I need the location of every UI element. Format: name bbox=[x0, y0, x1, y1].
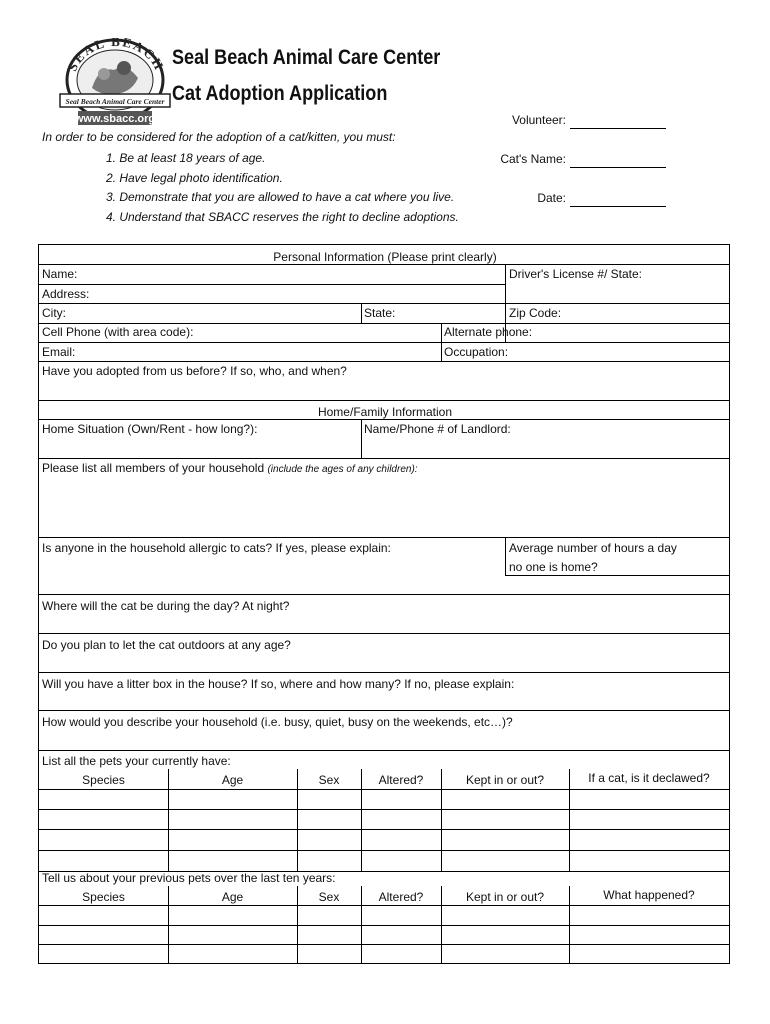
alt-phone-field[interactable]: Alternate phone: bbox=[444, 325, 533, 339]
state-field[interactable]: State: bbox=[364, 306, 396, 320]
current-col-kept: Kept in or out? bbox=[465, 773, 545, 787]
cell-phone-field[interactable]: Cell Phone (with area code): bbox=[42, 325, 194, 339]
current-col-species: Species bbox=[82, 773, 125, 787]
home-heading: Home/Family Information bbox=[317, 405, 453, 419]
org-title: Seal Beach Animal Care Center bbox=[172, 46, 441, 69]
previous-row[interactable] bbox=[39, 944, 729, 945]
previous-col-what-happened: What happened? bbox=[603, 888, 695, 902]
previous-col-sex: Sex bbox=[318, 890, 340, 904]
landlord-field[interactable]: Name/Phone # of Landlord: bbox=[364, 422, 511, 436]
cats-name-line[interactable] bbox=[570, 167, 666, 168]
household-members-label: Please list all members of your household bbox=[42, 461, 265, 475]
litter-box-field[interactable]: Will you have a litter box in the house? If so, where and how many? If no, please explain: bbox=[42, 677, 515, 691]
sbacc-logo bbox=[54, 38, 176, 130]
day-night-field[interactable]: Where will the cat be during the day? At night? bbox=[42, 599, 290, 613]
home-situation-field[interactable]: Home Situation (Own/Rent - how long?): bbox=[42, 422, 258, 436]
current-col-declawed: If a cat, is it declawed? bbox=[588, 771, 710, 785]
doc-title: Cat Adoption Application bbox=[172, 82, 388, 105]
cats-name-label: Cat's Name: bbox=[500, 152, 566, 166]
license-field[interactable]: Driver's License #/ State: bbox=[509, 267, 643, 281]
current-col-altered: Altered? bbox=[378, 773, 424, 787]
previous-col-altered: Altered? bbox=[378, 890, 424, 904]
application-form bbox=[38, 244, 730, 964]
current-pets-label: List all the pets your currently have: bbox=[42, 754, 231, 768]
volunteer-label: Volunteer: bbox=[511, 113, 566, 127]
previous-col-age: Age bbox=[221, 890, 244, 904]
logo-top-text: SEAL BEACH bbox=[64, 38, 168, 74]
describe-household-field[interactable]: How would you describe your household (i.e. busy, quiet, busy on the weekends, etc…)? bbox=[42, 715, 513, 729]
occupation-field[interactable]: Occupation: bbox=[444, 345, 509, 359]
adopted-before-field[interactable]: Have you adopted from us before? If so, who, and when? bbox=[42, 364, 347, 378]
zip-field[interactable]: Zip Code: bbox=[509, 306, 562, 320]
current-row[interactable] bbox=[39, 829, 729, 830]
previous-col-species: Species bbox=[82, 890, 125, 904]
current-row[interactable] bbox=[39, 809, 729, 810]
name-field[interactable]: Name: bbox=[42, 267, 78, 281]
previous-pets-label: Tell us about your previous pets over the last ten years: bbox=[42, 871, 336, 885]
personal-heading: Personal Information (Please print clearly) bbox=[273, 250, 497, 264]
requirement-2: 2. Have legal photo identification. bbox=[106, 171, 283, 185]
household-members-note: (include the ages of any children): bbox=[267, 464, 418, 475]
hours-alone-field-line2: no one is home? bbox=[509, 560, 598, 574]
address-field[interactable]: Address: bbox=[42, 287, 90, 301]
hours-alone-field-line1[interactable]: Average number of hours a day bbox=[509, 541, 677, 555]
current-row[interactable] bbox=[39, 850, 729, 851]
previous-row[interactable] bbox=[39, 925, 729, 926]
volunteer-line[interactable] bbox=[570, 128, 666, 129]
household-members-field[interactable] bbox=[42, 461, 418, 477]
logo-banner-text: Seal Beach Animal Care Center bbox=[65, 97, 165, 106]
current-col-age: Age bbox=[221, 773, 244, 787]
email-field[interactable]: Email: bbox=[42, 345, 76, 359]
requirement-3: 3. Demonstrate that you are allowed to have a cat where you live. bbox=[106, 190, 455, 204]
previous-col-kept: Kept in or out? bbox=[465, 890, 545, 904]
intro-text: In order to be considered for the adoption of a cat/kitten, you must: bbox=[42, 130, 396, 144]
city-field[interactable]: City: bbox=[42, 306, 66, 320]
current-col-sex: Sex bbox=[318, 773, 340, 787]
date-line[interactable] bbox=[570, 206, 666, 207]
requirement-1: 1. Be at least 18 years of age. bbox=[106, 151, 266, 165]
allergic-field[interactable]: Is anyone in the household allergic to cats? If yes, please explain: bbox=[42, 541, 391, 555]
outdoors-field[interactable]: Do you plan to let the cat outdoors at any age? bbox=[42, 638, 291, 652]
logo-url: www.sbacc.org bbox=[74, 113, 156, 125]
date-label: Date: bbox=[537, 191, 566, 205]
requirement-4: 4. Understand that SBACC reserves the right to decline adoptions. bbox=[106, 210, 459, 224]
